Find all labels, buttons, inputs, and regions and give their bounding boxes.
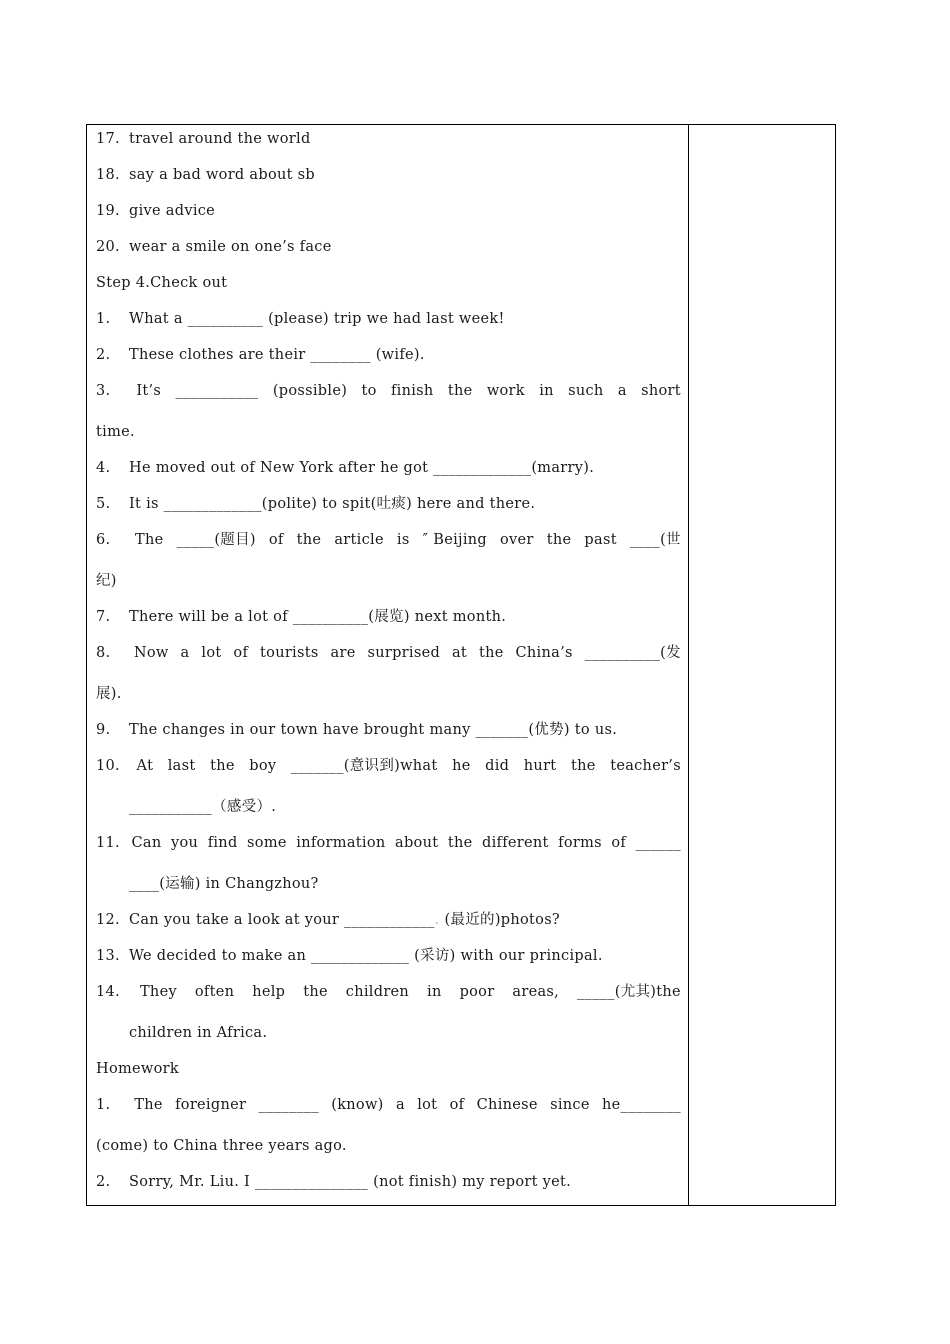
question-10-cont: ___________（感受）. — [129, 799, 277, 815]
question-3-cont: time. — [96, 424, 135, 440]
question-8: 8. Now a lot of tourists are surprised at the China’s __________(发 — [96, 645, 681, 661]
vocab-item-17: 17. travel around the world — [96, 131, 311, 147]
question-5: 5. It is _____________(polite) to spit(吐痰) here and there. — [96, 496, 536, 512]
vocab-item-19: 19. give advice — [96, 203, 216, 219]
homework-1: 1. The foreigner ________ (know) a lot of Chinese since he________ — [96, 1097, 681, 1113]
worksheet-table — [86, 124, 836, 1206]
question-14-cont: children in Africa. — [129, 1025, 268, 1041]
homework-2: 2. Sorry, Mr. Liu. I _______________ (not finish) my report yet. — [96, 1174, 572, 1190]
question-10: 10. At last the boy _______(意识到)what he did hurt the teacher’s — [96, 758, 681, 774]
vocab-item-18: 18. say a bad word about sb — [96, 167, 315, 183]
question-4: 4. He moved out of New York after he got _____________(marry). — [96, 460, 595, 476]
question-7: 7. There will be a lot of __________(展览) next month. — [96, 609, 507, 625]
question-3: 3. It’s ___________ (possible) to finish the work in such a short — [96, 383, 681, 399]
homework-1-cont: (come) to China three years ago. — [96, 1138, 347, 1154]
question-1: 1. What a __________ (please) trip we had last week! — [96, 311, 505, 327]
step4-heading: Step 4.Check out — [96, 275, 228, 291]
question-11: 11. Can you find some information about the different forms of ______ — [96, 835, 681, 851]
question-13: 13. We decided to make an _____________ (采访) with our principal. — [96, 948, 603, 964]
question-8-cont: 展). — [96, 686, 122, 702]
question-14: 14. They often help the children in poor areas, _____(尤其)the — [96, 984, 681, 1000]
homework-heading: Homework — [96, 1061, 179, 1077]
question-6: 6. The _____(题目) of the article is ″ Beijing over the past ____(世 — [96, 532, 681, 548]
question-12: 12. Can you take a look at your ____________. (最近的)photos? — [96, 912, 561, 928]
question-2: 2. These clothes are their ________ (wife). — [96, 347, 425, 363]
mark-dot: . — [434, 912, 440, 928]
column-divider — [688, 125, 689, 1205]
question-9: 9. The changes in our town have brought many _______(优势) to us. — [96, 722, 618, 738]
question-11-cont: ____(运输) in Changzhou? — [129, 876, 319, 892]
question-6-cont: 纪) — [96, 573, 117, 589]
vocab-item-20: 20. wear a smile on one’s face — [96, 239, 332, 255]
